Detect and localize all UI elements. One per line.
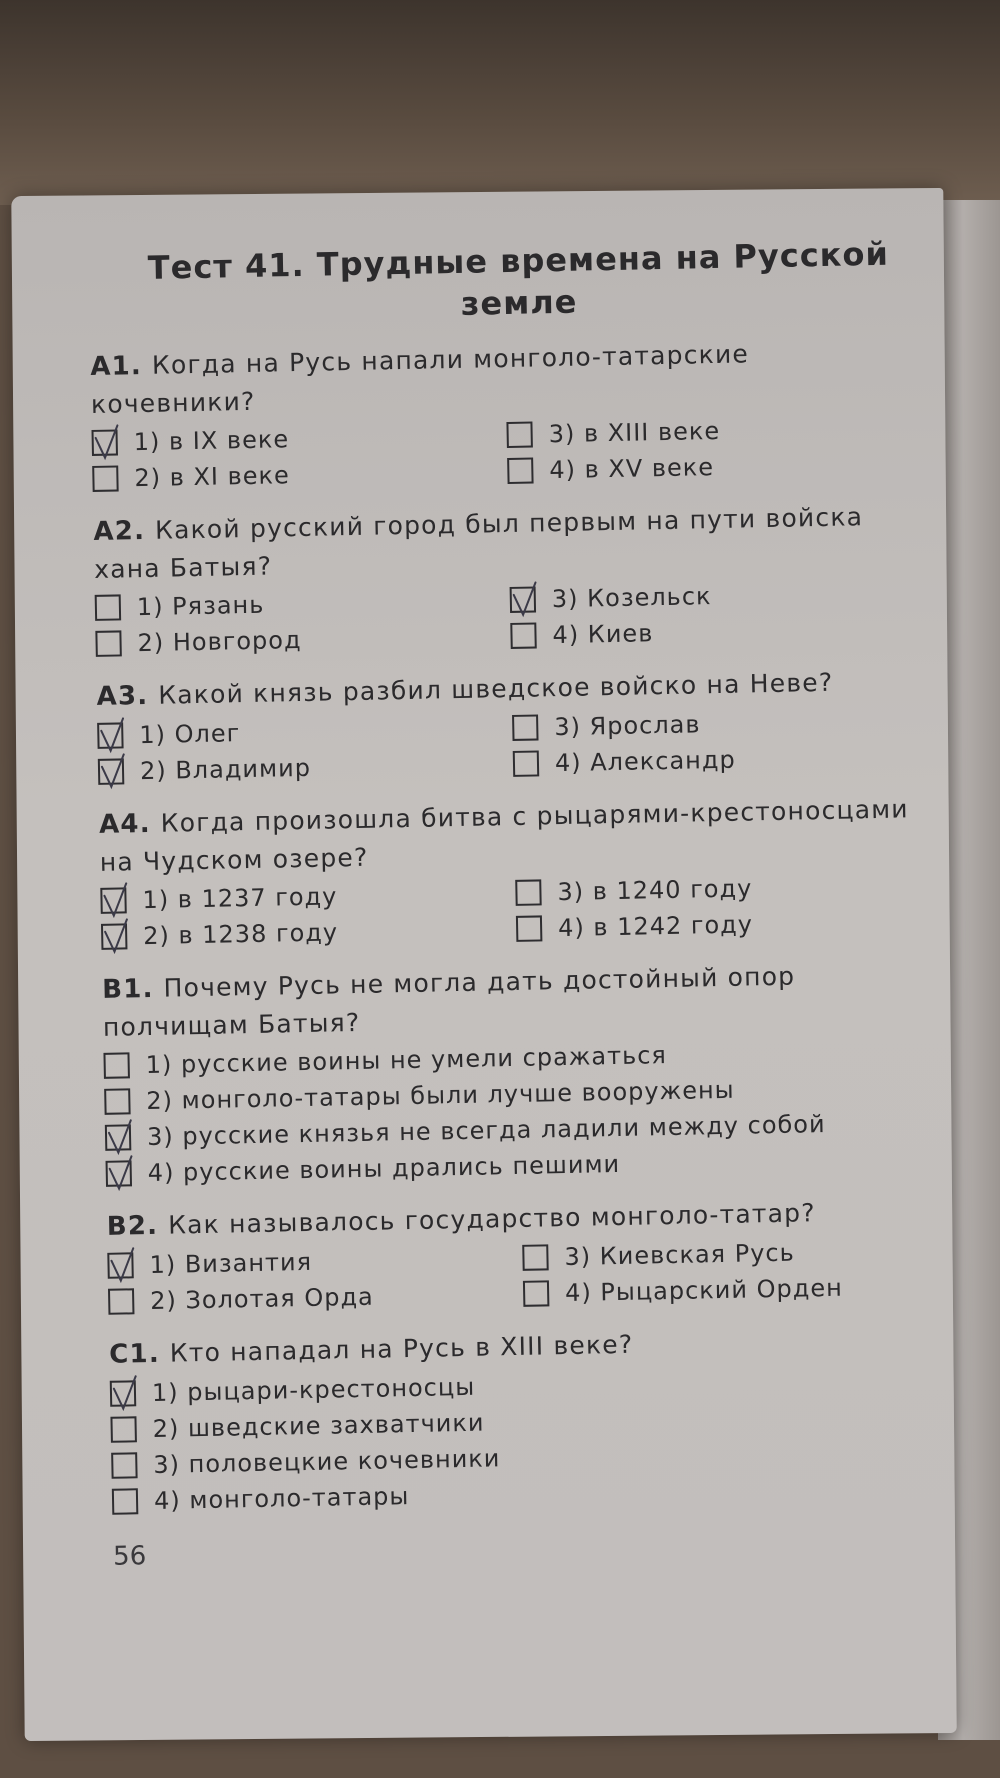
checkbox[interactable]: [512, 714, 538, 740]
checkbox[interactable]: [111, 1452, 137, 1478]
option-label: 1) Рязань: [136, 590, 265, 622]
checkbox[interactable]: [515, 879, 541, 905]
option-label: 1) Олег: [139, 719, 241, 750]
checkbox[interactable]: [506, 422, 532, 448]
question-c1: [109, 1320, 942, 1520]
checkbox[interactable]: [510, 622, 536, 648]
question-text: Кто нападал на Русь в XIII веке?: [169, 1329, 634, 1368]
checkbox[interactable]: [107, 1252, 133, 1278]
option-label: 1) рыцари-крестоносцы: [151, 1372, 476, 1407]
option-label: 4) в XV веке: [549, 453, 715, 485]
option-label: 3) в 1240 году: [557, 874, 753, 907]
option[interactable]: [510, 610, 926, 654]
option-label: 2) монголо-татары были лучше вооружены: [146, 1075, 735, 1116]
question-text: Когда на Русь напали монголо-татарские кочевники?: [90, 339, 750, 419]
check-mark-icon: [105, 1246, 140, 1287]
checkbox[interactable]: [92, 465, 118, 491]
question-number: В2.: [106, 1210, 159, 1242]
checkbox[interactable]: [523, 1280, 549, 1306]
question-text: Когда произошла битва с рыцарями-крестоносцами на Чудском озере?: [99, 794, 909, 877]
option[interactable]: [523, 1268, 939, 1312]
option[interactable]: [95, 618, 511, 662]
check-mark-icon: [96, 752, 131, 793]
option-label: 4) Александр: [554, 745, 736, 778]
option-label: 4) Рыцарский Орден: [564, 1273, 844, 1308]
check-mark-icon: [507, 580, 542, 621]
page-number: 56: [112, 1541, 147, 1572]
check-mark-icon: [103, 1154, 138, 1195]
title-line-2: земле: [460, 282, 578, 323]
checkbox[interactable]: [97, 722, 123, 748]
background-top: [0, 0, 1000, 205]
page-title: [88, 232, 919, 332]
option-label: 2) в 1238 году: [142, 918, 339, 951]
option[interactable]: [101, 911, 517, 955]
checkbox[interactable]: [513, 750, 539, 776]
question-number: А2.: [93, 515, 146, 547]
question-a2: [93, 497, 926, 662]
option-label: 4) Киев: [552, 619, 654, 650]
option-label: 2) в XI веке: [134, 461, 291, 493]
checkbox[interactable]: [510, 586, 536, 612]
option-label: 1) Византия: [149, 1247, 313, 1280]
checkbox[interactable]: [105, 1124, 131, 1150]
question-number: А3.: [96, 680, 149, 712]
option-label: 2) Владимир: [139, 753, 312, 786]
checkbox[interactable]: [106, 1160, 132, 1186]
check-mark-icon: [99, 917, 134, 958]
check-mark-icon: [103, 1118, 138, 1159]
check-mark-icon: [89, 423, 124, 464]
option[interactable]: [108, 1276, 524, 1320]
option-label: 3) половецкие кочевники: [153, 1444, 501, 1479]
page-content: [88, 232, 943, 1572]
checkbox[interactable]: [91, 429, 117, 455]
option[interactable]: [513, 738, 929, 782]
option[interactable]: [507, 445, 923, 489]
title-line-1: Тест 41. Трудные времена на Русской: [147, 234, 890, 287]
option[interactable]: [92, 453, 508, 497]
question-b1: [102, 955, 936, 1192]
question-text: Какой князь разбил шведское войско на Неве?: [158, 667, 834, 710]
checkbox[interactable]: [95, 630, 121, 656]
checkbox[interactable]: [95, 594, 121, 620]
option-label: 2) Новгород: [137, 625, 302, 658]
question-text: Почему Русь не могла дать достойный опор полчищам Батыя?: [102, 961, 796, 1042]
checkbox[interactable]: [108, 1288, 134, 1314]
checkbox[interactable]: [110, 1416, 136, 1442]
question-text: Как называлось государство монголо-татар?: [167, 1198, 816, 1240]
option-label: 4) русские воины дрались пешими: [147, 1149, 621, 1188]
question-text: Какой русский город был первым на пути войска хана Батыя?: [93, 502, 864, 584]
question-b2: [106, 1192, 938, 1320]
question-a1: [90, 332, 923, 497]
checkbox[interactable]: [112, 1488, 138, 1514]
checkbox[interactable]: [507, 457, 533, 483]
option-label: 3) Киевская Русь: [564, 1238, 795, 1272]
checkbox[interactable]: [522, 1244, 548, 1270]
option-label: 1) в 1237 году: [142, 882, 338, 915]
question-number: В1.: [101, 973, 154, 1005]
checkbox[interactable]: [104, 1088, 130, 1114]
option-label: 3) Козельск: [551, 582, 712, 614]
option-label: 3) Ярослав: [554, 710, 701, 742]
question-a4: [99, 790, 932, 955]
checkbox[interactable]: [516, 915, 542, 941]
check-mark-icon: [108, 1374, 143, 1415]
question-a3: [96, 662, 928, 790]
option-label: 3) в XIII веке: [548, 416, 721, 449]
checkbox[interactable]: [98, 758, 124, 784]
option-label: 1) в IX веке: [133, 425, 290, 457]
checkbox[interactable]: [101, 923, 127, 949]
checkbox[interactable]: [103, 1052, 129, 1078]
checkbox[interactable]: [100, 887, 126, 913]
option[interactable]: [98, 746, 514, 790]
option-label: 4) монголо-татары: [153, 1482, 410, 1515]
option-label: 3) русские князья не всегда ладили между собой: [146, 1110, 826, 1152]
check-mark-icon: [98, 881, 133, 922]
option[interactable]: [516, 903, 932, 947]
option-label: 2) шведские захватчики: [152, 1408, 485, 1443]
option-label: 4) в 1242 году: [557, 910, 754, 943]
question-number: А1.: [89, 350, 143, 382]
option-label: 2) Золотая Орда: [149, 1282, 375, 1315]
check-mark-icon: [95, 716, 130, 757]
question-number: А4.: [98, 808, 152, 840]
question-number: С1.: [108, 1338, 161, 1370]
option-label: 1) русские воины не умели сражаться: [145, 1041, 668, 1080]
checkbox[interactable]: [110, 1380, 136, 1406]
